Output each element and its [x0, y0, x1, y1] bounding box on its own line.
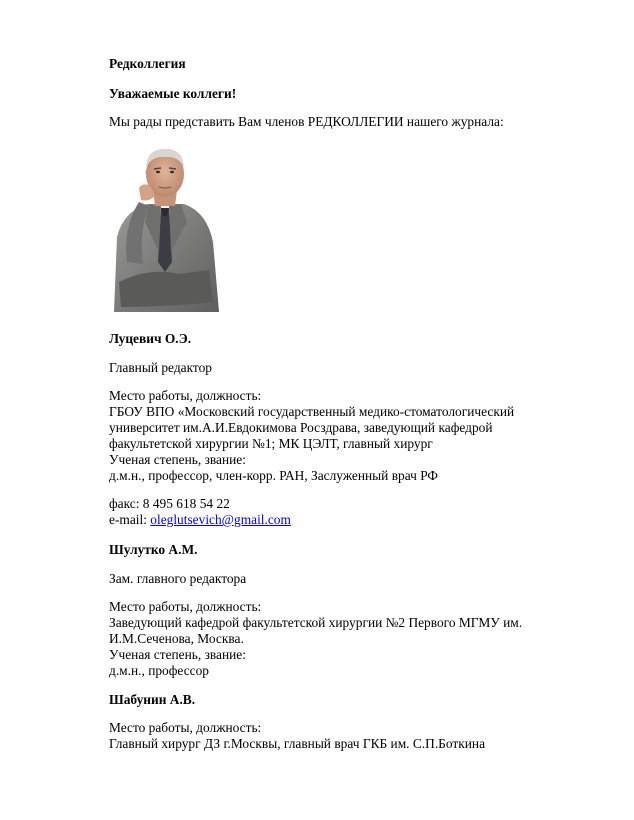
degree-text: д.м.н., профессор, член-корр. РАН, Заслуженный врач РФ [109, 468, 438, 483]
degree-label: Ученая степень, звание: [109, 647, 246, 662]
work-line: ГБОУ ВПО «Московский государственный медико-стоматологический [109, 404, 515, 419]
degree-text: д.м.н., профессор [109, 663, 209, 678]
intro-text: Мы рады представить Вам членов РЕДКОЛЛЕГИИ нашего журнала: [109, 114, 504, 129]
work-line: Главный хирург ДЗ г.Москвы, главный врач ГКБ им. С.П.Боткина [109, 736, 486, 751]
work-line: факультетской хирургии №1; МК ЦЭЛТ, главный хирург [109, 436, 433, 451]
degree-label: Ученая степень, звание: [109, 452, 246, 467]
work-line: университет им.А.И.Евдокимова Росздрава, заведующий кафедрой [109, 420, 493, 435]
work-line: Заведующий кафедрой факультетской хирургии №2 Первого МГМУ им. [109, 615, 523, 630]
portrait-photo [109, 142, 222, 314]
work-label: Место работы, должность: [109, 599, 262, 614]
work-label: Место работы, должность: [109, 720, 262, 735]
page-title: Редколлегия [109, 56, 186, 71]
email-line [109, 512, 291, 528]
member-name: Луцевич О.Э. [109, 331, 192, 346]
email-label: e-mail: [109, 512, 151, 527]
member-role: Зам. главного редактора [109, 571, 247, 586]
member-name: Шулутко А.М. [109, 542, 198, 557]
work-label: Место работы, должность: [109, 388, 262, 403]
work-line: И.М.Сеченова, Москва. [109, 631, 244, 646]
fax-text: факс: 8 495 618 54 22 [109, 496, 230, 511]
greeting: Уважаемые коллеги! [109, 86, 237, 101]
member-name: Шабунин А.В. [109, 692, 196, 707]
member-role: Главный редактор [109, 360, 212, 375]
email-link[interactable]: oleglutsevich@gmail.com [150, 512, 291, 527]
